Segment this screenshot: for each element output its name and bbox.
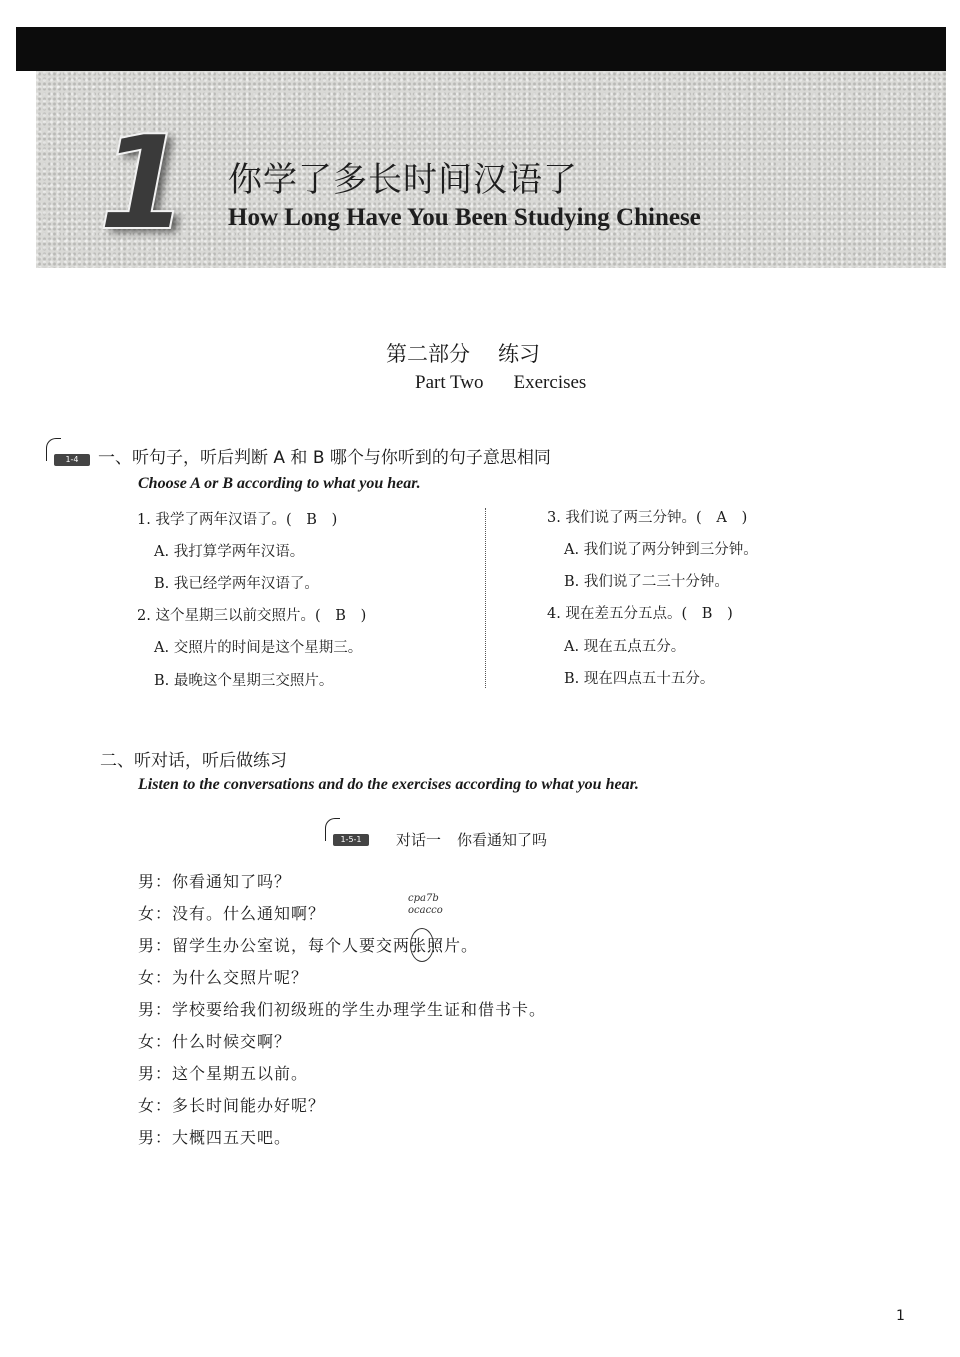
dialog-name: 你看通知了吗 — [457, 831, 548, 849]
dialog-line: 男：留学生办公室说，每个人要交两张照片。 — [138, 936, 479, 955]
option-2b: B. 最晚这个星期三交照片。 — [154, 673, 334, 689]
dialog-label: 对话一 — [396, 831, 442, 849]
option-1b: B. 我已经学两年汉语了。 — [154, 576, 319, 592]
column-divider — [485, 508, 486, 688]
answer-2: B — [335, 608, 346, 624]
option-4a: A. 现在五点五分。 — [564, 639, 686, 655]
part-heading-zh — [386, 341, 540, 367]
section2-title: 二、听对话，听后做练习 — [100, 751, 287, 771]
option-1a: A. 我打算学两年汉语。 — [154, 544, 305, 560]
part-heading-en — [415, 370, 586, 396]
part-name-en: Exercises — [513, 372, 587, 393]
option-4b: B. 现在四点五十五分。 — [564, 671, 715, 687]
section1-title: 一、听句子，听后判断 A 和 B 哪个与你听到的句子意思相同 — [98, 448, 551, 468]
audio-track-tag: 1-4 — [54, 454, 90, 466]
part-label-zh: 第二部分 — [386, 342, 470, 366]
answer-3: A — [716, 510, 727, 526]
dialog-line: 女：为什么交照片呢？ — [138, 968, 309, 987]
dialog-line: 男：这个星期五以前。 — [138, 1064, 309, 1083]
top-black-bar — [16, 27, 946, 71]
dialog-line: 男：学校要给我们初级班的学生办理学生证和借书卡。 — [138, 1000, 547, 1019]
answer-4: B — [701, 606, 713, 622]
headset-audio-icon[interactable] — [46, 438, 90, 468]
option-2a: A. 交照片的时间是这个星期三。 — [154, 640, 363, 656]
option-3b: B. 我们说了二三十分钟。 — [564, 574, 729, 590]
handwritten-circle — [410, 928, 434, 962]
part-label-en: Part Two — [415, 372, 484, 393]
page-number: 1 — [896, 1308, 905, 1324]
question-3: 3. 我们说了两三分钟。( A ) — [547, 510, 748, 526]
question-2: 2. 这个星期三以前交照片。( B ) — [137, 608, 367, 624]
question-1: 1. 我学了两年汉语了。( B ) — [137, 512, 338, 528]
section1-subtitle: Choose A or B according to what you hear. — [138, 475, 421, 492]
part-name-zh: 练习 — [498, 342, 540, 366]
handwritten-annotation: cpa7b ocacco — [408, 893, 443, 916]
chapter-title-en: How Long Have You Been Studying Chinese — [228, 204, 701, 231]
dialog-line: 女：没有。什么通知啊？ — [138, 904, 326, 923]
dialog-line: 男：大概四五天吧。 — [138, 1128, 292, 1147]
dialog-line: 男：你看通知了吗？ — [138, 872, 292, 891]
dialog-line: 女：多长时间能办好呢？ — [138, 1096, 326, 1115]
dialog-line: 女：什么时候交啊？ — [138, 1032, 292, 1051]
dialog-audio-track-tag: 1-5-1 — [333, 834, 369, 846]
option-3a: A. 我们说了两分钟到三分钟。 — [564, 542, 758, 558]
chapter-number: 1 — [98, 107, 189, 259]
question-4: 4. 现在差五分五点。( B ) — [547, 606, 733, 622]
chapter-title-zh: 你学了多长时间汉语了 — [228, 160, 578, 200]
dialog-title — [396, 830, 547, 850]
answer-1: B — [306, 512, 317, 528]
dialog-headset-audio-icon[interactable] — [325, 818, 369, 848]
section2-subtitle: Listen to the conversations and do the exercises according to what you hear. — [138, 776, 639, 793]
